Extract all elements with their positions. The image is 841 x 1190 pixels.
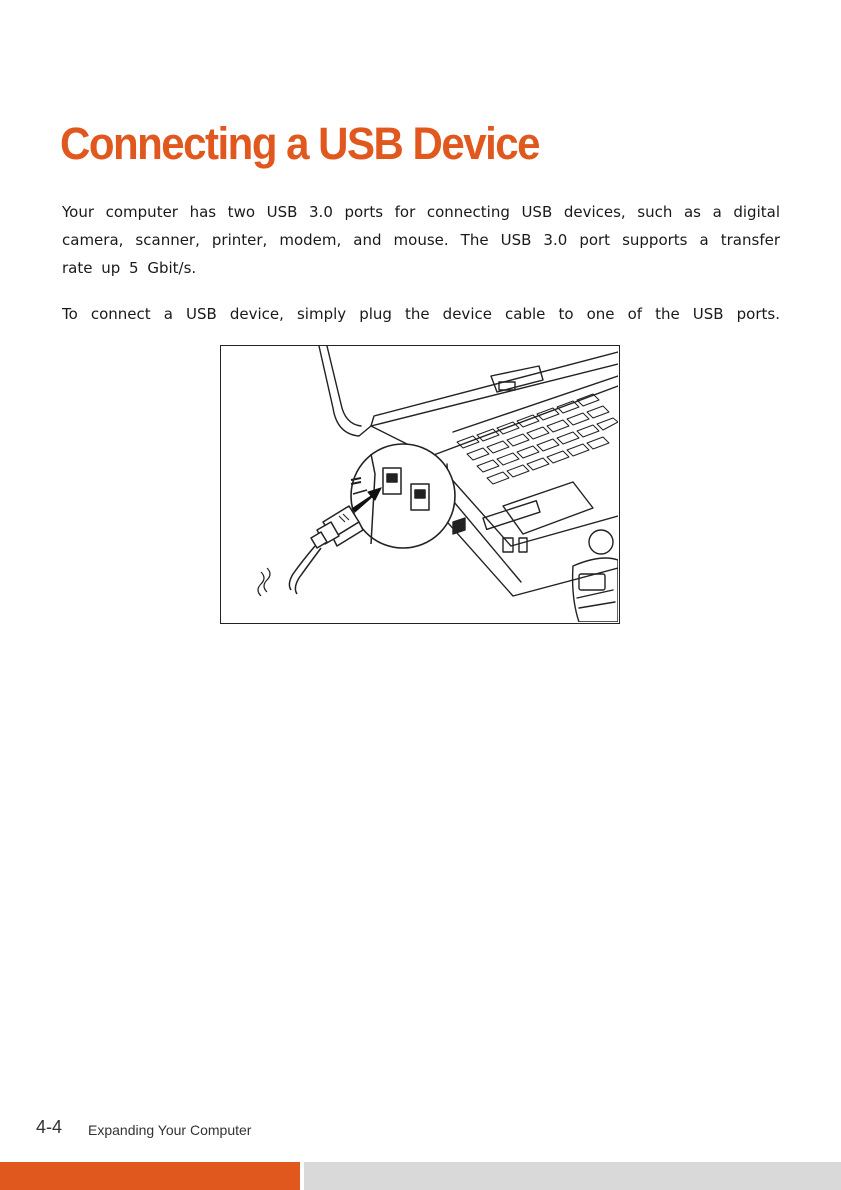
instruction-paragraph: To connect a USB device, simply plug the device cable to one of the USB ports. bbox=[62, 305, 780, 323]
chapter-title: Expanding Your Computer bbox=[88, 1122, 252, 1138]
page-title: Connecting a USB Device bbox=[60, 118, 539, 169]
usb-connection-illustration bbox=[220, 345, 620, 624]
footer-gray-bar bbox=[304, 1162, 841, 1190]
keyboard-keys bbox=[457, 394, 618, 484]
page-number: 4-4 bbox=[36, 1117, 63, 1137]
usb-cable bbox=[289, 546, 321, 594]
intro-paragraph: Your computer has two USB 3.0 ports for connecting USB devices, such as a digital camera, scanner, printer, modem, and mouse. The USB 3.0 port supports a transfer rate up 5 Gbit/s. bbox=[62, 203, 780, 277]
magnified-port-view bbox=[351, 444, 455, 548]
footer-accent-bar bbox=[0, 1162, 300, 1190]
